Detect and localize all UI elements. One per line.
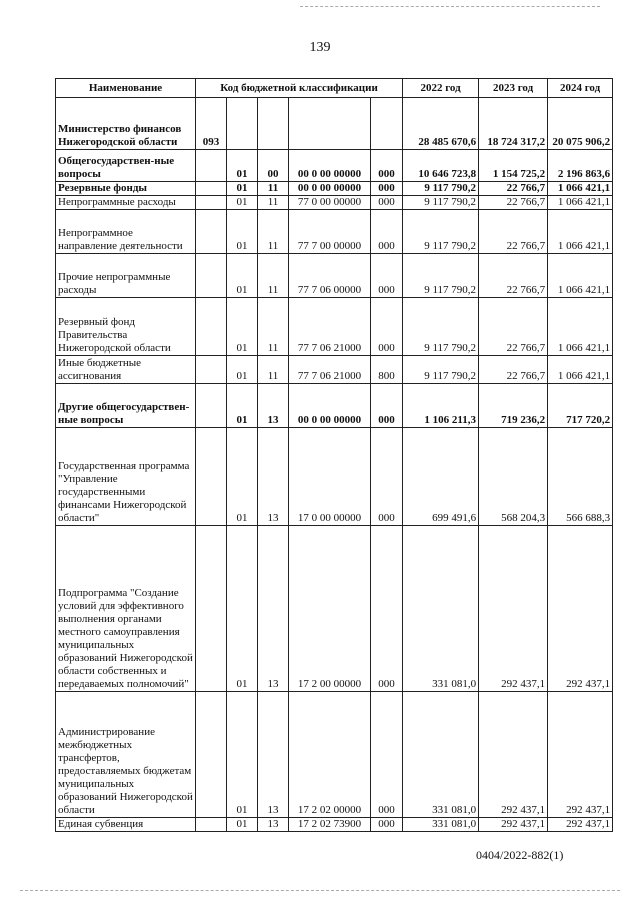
- code-target: 17 2 00 00000: [289, 526, 371, 692]
- value-2022: 9 117 790,2: [403, 210, 479, 254]
- value-2024: 1 066 421,1: [548, 356, 613, 384]
- code-subsection: 13: [258, 692, 289, 818]
- code-target: 77 7 06 21000: [289, 356, 371, 384]
- code-section: 01: [227, 298, 258, 356]
- table-row: [56, 428, 613, 526]
- value-2023: 22 766,7: [479, 254, 548, 298]
- value-2023: 22 766,7: [479, 196, 548, 210]
- value-2022: 9 117 790,2: [403, 182, 479, 196]
- value-2023: 292 437,1: [479, 526, 548, 692]
- row-name: Государственная программа "Управление государственными финансами Нижегородской области": [56, 428, 196, 526]
- code-subsection: 13: [258, 384, 289, 428]
- code-expense-type: [371, 98, 403, 150]
- budget-table: [55, 78, 613, 832]
- table-row: [56, 150, 613, 182]
- code-target: 00 0 00 00000: [289, 150, 371, 182]
- code-ministry: [196, 182, 227, 196]
- code-subsection: 11: [258, 356, 289, 384]
- row-name: Резервный фонд Правительства Нижегородской области: [56, 298, 196, 356]
- code-target: 77 7 06 00000: [289, 254, 371, 298]
- code-target: [289, 98, 371, 150]
- table-row: [56, 692, 613, 818]
- row-name: Прочие непрограммные расходы: [56, 254, 196, 298]
- value-2024: 1 066 421,1: [548, 210, 613, 254]
- code-subsection: 11: [258, 182, 289, 196]
- value-2024: 20 075 906,2: [548, 98, 613, 150]
- code-expense-type: 000: [371, 210, 403, 254]
- code-ministry: [196, 526, 227, 692]
- row-name: Резервные фонды: [56, 182, 196, 196]
- value-2024: 292 437,1: [548, 692, 613, 818]
- row-name: Непрограммное направление деятельности: [56, 210, 196, 254]
- value-2024: 566 688,3: [548, 428, 613, 526]
- code-expense-type: 000: [371, 384, 403, 428]
- code-ministry: [196, 210, 227, 254]
- code-section: 01: [227, 150, 258, 182]
- code-expense-type: 000: [371, 526, 403, 692]
- value-2024: 1 066 421,1: [548, 196, 613, 210]
- table-header-row: [56, 79, 613, 98]
- code-target: 17 2 02 00000: [289, 692, 371, 818]
- code-expense-type: 000: [371, 692, 403, 818]
- value-2024: 2 196 863,6: [548, 150, 613, 182]
- header-2022: 2022 год: [403, 79, 479, 98]
- value-2022: 9 117 790,2: [403, 298, 479, 356]
- row-name: Иные бюджетные ассигнования: [56, 356, 196, 384]
- code-ministry: [196, 428, 227, 526]
- code-ministry: [196, 692, 227, 818]
- code-subsection: 13: [258, 428, 289, 526]
- code-section: 01: [227, 356, 258, 384]
- code-subsection: [258, 98, 289, 150]
- code-section: 01: [227, 818, 258, 832]
- value-2023: 568 204,3: [479, 428, 548, 526]
- code-section: 01: [227, 196, 258, 210]
- code-ministry: [196, 196, 227, 210]
- row-name: Подпрограмма "Создание условий для эффективного выполнения органами местного самоуправления муниципальных образований Нижегородской области собственных и передаваемых полномочий": [56, 526, 196, 692]
- value-2024: 717 720,2: [548, 384, 613, 428]
- header-code: Код бюджетной классификации: [196, 79, 403, 98]
- code-expense-type: 000: [371, 182, 403, 196]
- value-2022: 1 106 211,3: [403, 384, 479, 428]
- code-ministry: 093: [196, 98, 227, 150]
- table-row: [56, 98, 613, 150]
- code-expense-type: 000: [371, 196, 403, 210]
- code-section: 01: [227, 384, 258, 428]
- value-2023: 22 766,7: [479, 210, 548, 254]
- row-name: Другие общегосударствен-ные вопросы: [56, 384, 196, 428]
- table-row: [56, 196, 613, 210]
- value-2024: 292 437,1: [548, 818, 613, 832]
- code-ministry: [196, 384, 227, 428]
- code-subsection: 13: [258, 818, 289, 832]
- code-target: 00 0 00 00000: [289, 384, 371, 428]
- row-name: Единая субвенция: [56, 818, 196, 832]
- row-name: Администрирование межбюджетных трансфертов, предоставляемых бюджетам муниципальных образований Нижегородской области: [56, 692, 196, 818]
- code-subsection: 13: [258, 526, 289, 692]
- value-2024: 1 066 421,1: [548, 298, 613, 356]
- table-row: [56, 356, 613, 384]
- value-2022: 9 117 790,2: [403, 196, 479, 210]
- table-row: [56, 526, 613, 692]
- code-subsection: 00: [258, 150, 289, 182]
- value-2023: 22 766,7: [479, 182, 548, 196]
- table-row: [56, 818, 613, 832]
- code-expense-type: 000: [371, 150, 403, 182]
- value-2024: 1 066 421,1: [548, 254, 613, 298]
- code-target: 77 0 00 00000: [289, 196, 371, 210]
- table-row: [56, 384, 613, 428]
- code-section: 01: [227, 182, 258, 196]
- code-section: [227, 98, 258, 150]
- header-2024: 2024 год: [548, 79, 613, 98]
- value-2023: 292 437,1: [479, 692, 548, 818]
- table-body: [56, 98, 613, 832]
- value-2024: 292 437,1: [548, 526, 613, 692]
- value-2022: 9 117 790,2: [403, 356, 479, 384]
- row-name: Общегосударствен-ные вопросы: [56, 150, 196, 182]
- value-2022: 331 081,0: [403, 692, 479, 818]
- code-ministry: [196, 298, 227, 356]
- value-2023: 22 766,7: [479, 298, 548, 356]
- code-expense-type: 000: [371, 428, 403, 526]
- row-name: Непрограммные расходы: [56, 196, 196, 210]
- header-name: Наименование: [56, 79, 196, 98]
- page-number: 139: [309, 40, 331, 55]
- value-2023: 292 437,1: [479, 818, 548, 832]
- scan-edge-line-bottom: [20, 890, 620, 891]
- value-2023: 1 154 725,2: [479, 150, 548, 182]
- value-2022: 28 485 670,6: [403, 98, 479, 150]
- value-2024: 1 066 421,1: [548, 182, 613, 196]
- document-code: 0404/2022-882(1): [476, 848, 564, 862]
- code-subsection: 11: [258, 298, 289, 356]
- code-target: 00 0 00 00000: [289, 182, 371, 196]
- code-ministry: [196, 254, 227, 298]
- table-row: [56, 210, 613, 254]
- table-row: [56, 298, 613, 356]
- code-section: 01: [227, 428, 258, 526]
- value-2022: 699 491,6: [403, 428, 479, 526]
- scan-edge-line-top: [300, 6, 600, 7]
- code-ministry: [196, 818, 227, 832]
- table-row: [56, 182, 613, 196]
- code-expense-type: 000: [371, 298, 403, 356]
- code-expense-type: 800: [371, 356, 403, 384]
- table-row: [56, 254, 613, 298]
- header-2023: 2023 год: [479, 79, 548, 98]
- code-target: 77 7 06 21000: [289, 298, 371, 356]
- code-section: 01: [227, 254, 258, 298]
- code-section: 01: [227, 210, 258, 254]
- code-expense-type: 000: [371, 818, 403, 832]
- code-section: 01: [227, 526, 258, 692]
- code-subsection: 11: [258, 210, 289, 254]
- code-target: 17 0 00 00000: [289, 428, 371, 526]
- code-ministry: [196, 150, 227, 182]
- value-2023: 22 766,7: [479, 356, 548, 384]
- code-expense-type: 000: [371, 254, 403, 298]
- value-2022: 331 081,0: [403, 526, 479, 692]
- row-name: Министерство финансов Нижегородской области: [56, 98, 196, 150]
- code-subsection: 11: [258, 254, 289, 298]
- value-2022: 10 646 723,8: [403, 150, 479, 182]
- code-ministry: [196, 356, 227, 384]
- code-target: 77 7 00 00000: [289, 210, 371, 254]
- code-subsection: 11: [258, 196, 289, 210]
- value-2022: 331 081,0: [403, 818, 479, 832]
- value-2023: 18 724 317,2: [479, 98, 548, 150]
- code-section: 01: [227, 692, 258, 818]
- code-target: 17 2 02 73900: [289, 818, 371, 832]
- value-2023: 719 236,2: [479, 384, 548, 428]
- value-2022: 9 117 790,2: [403, 254, 479, 298]
